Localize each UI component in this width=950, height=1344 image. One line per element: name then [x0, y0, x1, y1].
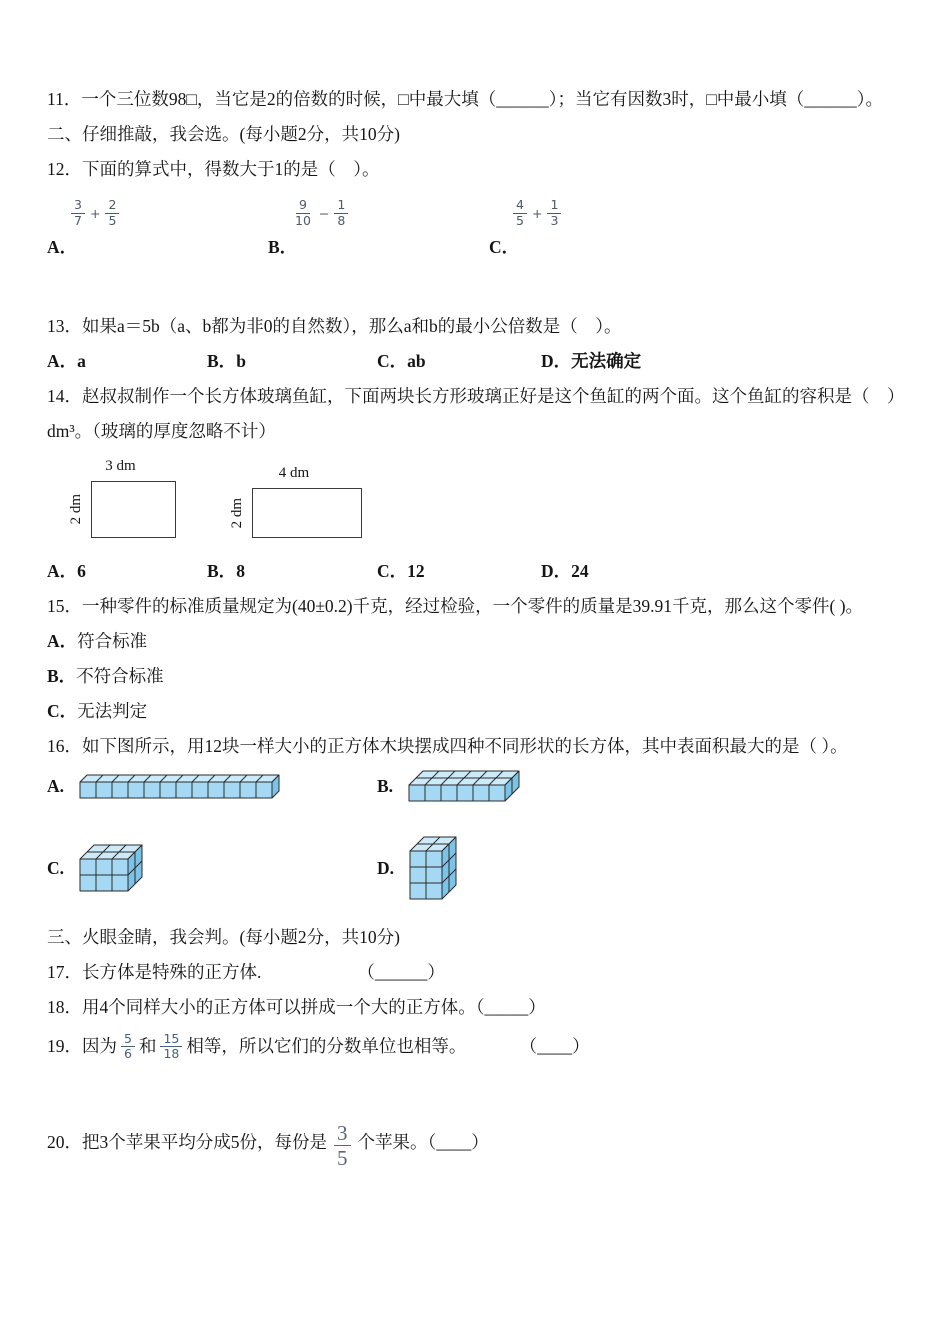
q16-option-a: [47, 774, 377, 799]
question-12: [47, 158, 908, 181]
question-15-text: 15．一种零件的标准质量规定为(40±0.2)千克，经过检验，一个零件的质量是39.91千克，那么这个零件( )。: [47, 596, 864, 616]
fraction: $\frac{9}{10}$: [295, 197, 311, 228]
q13-option-c: C．ab: [377, 351, 426, 371]
fig2-height-label: 2 dm: [229, 497, 245, 529]
cuboid-figure-c: [79, 844, 143, 892]
q14-figure-1: [65, 455, 176, 538]
q12-label-a: A．: [47, 237, 78, 257]
question-19-prefix: 19．因为: [47, 1036, 117, 1056]
q16-row-1: [47, 770, 908, 802]
question-14-line-2: [47, 420, 908, 443]
q14-figures: [65, 455, 908, 538]
question-16-text: 16．如下图所示，用12块一样大小的正方体木块摆成四种不同形状的长方体，其中表面积最大的是（ ）。: [47, 736, 848, 756]
q12-expression-a: [71, 193, 268, 233]
question-16: [47, 735, 908, 758]
fig1-width-label: 3 dm: [105, 458, 136, 474]
fraction: $\frac{1}{3}$: [547, 198, 561, 228]
question-14-text-2: dm³。（玻璃的厚度忽略不计）: [47, 421, 276, 441]
q16-label-b: B.: [377, 775, 394, 796]
question-18: [47, 996, 908, 1019]
question-17: [47, 961, 908, 984]
question-12-text: 12．下面的算式中，得数大于1的是（ ）。: [47, 159, 380, 179]
question-19-mid: 和: [138, 1036, 157, 1056]
question-14-line-1: [47, 385, 908, 408]
section-2-title-text: 二、仔细推敲，我会选。(每小题2分，共10分): [47, 124, 400, 144]
fraction: $\frac{3}{7}$: [71, 198, 85, 228]
operator: +: [531, 205, 543, 221]
question-17-text: 17．长方体是特殊的正方体.: [47, 962, 262, 982]
rectangle-3x2-dm: [91, 481, 176, 538]
fraction: $\frac{4}{5}$: [513, 198, 527, 228]
q14-option-a: A．6: [47, 561, 86, 581]
question-14-text-1: 14．赵叔叔制作一个长方体玻璃鱼缸，下面两块长方形玻璃正好是这个鱼缸的两个面。这个鱼缸的容积是（ ）: [47, 386, 905, 406]
q12-expression-b: [292, 193, 489, 233]
q14-option-b: B．8: [207, 561, 245, 581]
question-18-text: 18．用4个同样大小的正方体可以拼成一个大的正方体。（_____）: [47, 997, 546, 1017]
section-3-title: [47, 926, 908, 949]
operator: −: [318, 205, 330, 221]
q16-option-c: [47, 844, 377, 892]
q12-option-b: [268, 193, 489, 259]
fraction: $\frac{1}{8}$: [334, 198, 348, 228]
section-2-title: [47, 123, 908, 146]
fig1-height-label: 2 dm: [68, 494, 84, 525]
q12-expression-c: [513, 193, 710, 233]
question-11-text: 11．一个三位数98□，当它是2的倍数的时候，□中最大填（______）；当它有因数3时，□中最小填（______）。: [47, 89, 884, 109]
q13-options: [47, 350, 908, 373]
q12-option-a: [47, 193, 268, 259]
fraction: $\frac{3}{5}$: [334, 1121, 351, 1170]
question-20-prefix: 20．把3个苹果平均分成5份，每份是: [47, 1131, 327, 1152]
q16-label-a: A.: [47, 775, 65, 796]
q16-label-d: D.: [377, 857, 395, 878]
q15-option-b: B．不符合标准: [47, 666, 164, 686]
answer-blank: （____）: [427, 1131, 489, 1152]
q13-option-a: A．a: [47, 351, 86, 371]
question-13-text: 13．如果a＝5b（a、b都为非0的自然数），那么a和b的最小公倍数是（ ）。: [47, 316, 622, 336]
question-15: [47, 595, 908, 618]
q16-row-2: [47, 836, 908, 900]
q13-option-b: B．b: [207, 351, 246, 371]
q12-label-b: B．: [268, 237, 298, 257]
fraction: $\frac{2}{5}$: [105, 198, 119, 228]
question-11: [47, 88, 908, 111]
q13-option-d: D．无法确定: [541, 351, 642, 371]
q16-label-c: C.: [47, 857, 65, 878]
question-20: [47, 1120, 908, 1178]
question-19: [47, 1031, 908, 1071]
fraction: $\frac{5}{6}$: [121, 1032, 135, 1062]
question-20-suffix: 个苹果。: [357, 1131, 428, 1152]
q16-option-d: [377, 836, 707, 900]
fraction: $\frac{15}{18}$: [160, 1032, 182, 1062]
q12-option-c: [489, 193, 710, 259]
section-3-title-text: 三、火眼金睛，我会判。(每小题2分，共10分): [47, 927, 400, 947]
q15-option-c: C．无法判定: [47, 701, 148, 721]
question-13: [47, 315, 908, 338]
operator: +: [89, 205, 101, 221]
fig2-width-label: 4 dm: [278, 465, 310, 481]
q14-option-d: D．24: [541, 561, 589, 581]
q14-options: [47, 560, 908, 583]
q12-label-c: C．: [489, 237, 520, 257]
answer-blank: （____）: [528, 1036, 590, 1056]
q14-figure-2: [226, 462, 362, 538]
q16-option-b: [377, 770, 707, 802]
answer-blank: （______）: [357, 962, 445, 982]
rectangle-4x2-dm: [252, 488, 362, 538]
cuboid-figure-d: [409, 836, 457, 900]
cuboid-figure-b: [408, 770, 520, 802]
q12-options: [47, 193, 908, 259]
cuboid-figure-a: [79, 774, 280, 799]
q15-option-a: A．符合标准: [47, 631, 148, 651]
question-19-suffix: 相等，所以它们的分数单位也相等。: [186, 1036, 467, 1056]
q14-option-c: C．12: [377, 561, 425, 581]
